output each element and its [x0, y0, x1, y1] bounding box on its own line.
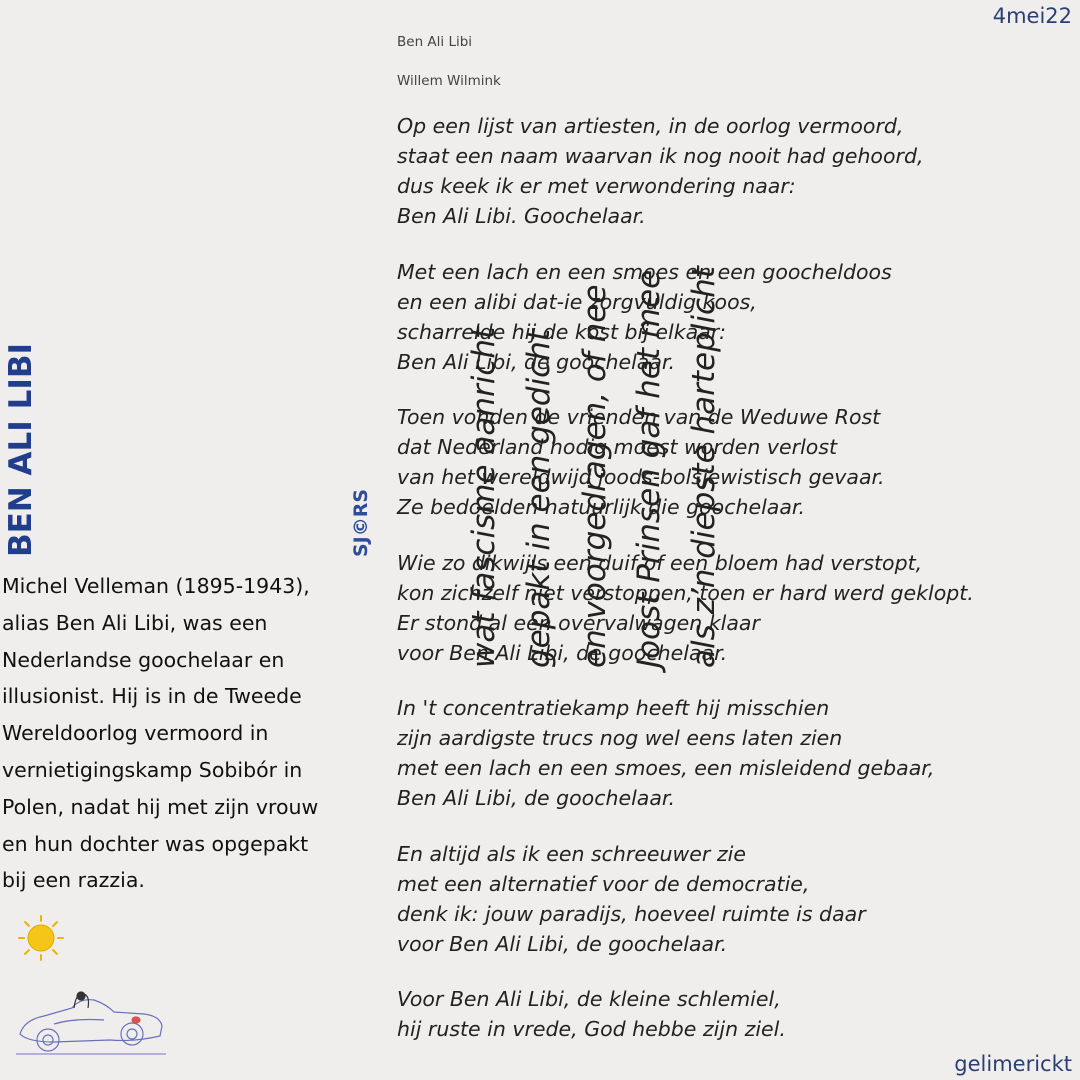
bio-line: bij een razzia. [2, 868, 145, 893]
vertical-author: SJ©RS [350, 488, 372, 557]
poem-body [397, 111, 1077, 1070]
stanza [397, 257, 1077, 377]
poem-line: met een lach en een smoes, een misleidend gebaar, [397, 756, 935, 780]
vertical-line-4: Joost Prinsen gaf het mee [631, 269, 667, 668]
vertical-line-5: als z’n diepste harteplicht [686, 266, 722, 668]
vertical-line-3: en voorgedragen, of nee [577, 284, 613, 668]
poem-line: In 't concentratiekamp heeft hij misschien [397, 696, 830, 720]
poem-line: van het wereldwijd joods-bolsjewistisch gevaar. [397, 465, 885, 489]
poem-line: Wie zo dikwijls een duif of een bloem had verstopt, [397, 550, 923, 575]
poem-line: dus keek ik er met verwondering naar: [397, 174, 796, 198]
poem-line: denk ik: jouw paradijs, hoeveel ruimte is daar [397, 901, 866, 926]
poem-line: voor Ben Ali Libi, de goochelaar. [397, 640, 728, 665]
poem-author: Willem Wilmink [397, 73, 501, 89]
poem-line: En altijd als ik een schreeuwer zie [397, 841, 746, 866]
vertical-line-2: gepakt in een gedicht [521, 328, 557, 668]
bio-line: Nederlandse goochelaar en [2, 647, 285, 672]
poem-line: kon zichzelf niet verstoppen, toen er hard werd geklopt. [397, 580, 974, 605]
poem-line: Op een lijst van artiesten, in de oorlog vermoord, [397, 114, 904, 138]
date-label: 4mei22 [992, 4, 1072, 28]
bio-line: Wereldoorlog vermoord in [2, 721, 269, 746]
poem-line: Toen vonden de vrienden van de Weduwe Rost [397, 405, 881, 429]
sun-icon [19, 916, 63, 960]
stanza [397, 548, 1077, 668]
poem-line: Met een lach en een smoes en een goocheldoos [397, 259, 892, 284]
stanza [397, 984, 1077, 1044]
poem-line: Ben Ali Libi, de goochelaar. [397, 786, 675, 810]
poem-line: staat een naam waarvan ik nog nooit had gehoord, [397, 144, 924, 168]
bio-line: vernietigingskamp Sobibór in [2, 757, 303, 782]
poem-line: Er stond al een overvalwagen klaar [397, 610, 760, 635]
poem-line: hij ruste in vrede, God hebbe zijn ziel. [397, 1017, 786, 1041]
car-icon [16, 992, 166, 1054]
bio-line: en hun dochter was opgepakt [2, 831, 309, 856]
poem-line: Voor Ben Ali Libi, de kleine schlemiel, [397, 987, 781, 1011]
stanza [397, 839, 1077, 959]
poem-line: en een alibi dat-ie zorgvuldig koos, [397, 289, 757, 314]
poem-line: zijn aardigste trucs nog wel eens laten zien [397, 726, 843, 750]
signature-label: gelimerickt [954, 1052, 1072, 1076]
bio-paragraph [2, 568, 357, 899]
stanza [397, 111, 1077, 231]
bio-line: alias Ben Ali Libi, was een [2, 610, 268, 635]
poem-line: voor Ben Ali Libi, de goochelaar. [397, 931, 728, 956]
poem-line: Ze bedoelden natuurlijk die goochelaar. [397, 495, 805, 519]
sun-car-sketch [14, 912, 170, 1064]
vertical-title: BEN ALI LIBI [3, 342, 39, 557]
bio-line: illusionist. Hij is in de Tweede [2, 684, 302, 709]
vertical-line-1: wat fascisme aanricht [466, 326, 502, 668]
poem-line: met een alternatief voor de democratie, [397, 871, 810, 896]
poem-title: Ben Ali Libi [397, 34, 473, 50]
bio-line: Polen, nadat hij met zijn vrouw [2, 794, 319, 819]
poem-line: Ben Ali Libi, de goochelaar. [397, 349, 675, 374]
stanza [397, 402, 1077, 522]
poem-line: scharrelde hij de kost bij elkaar: [397, 319, 727, 344]
poem-line: Ben Ali Libi. Goochelaar. [397, 204, 646, 228]
stanza [397, 693, 1077, 813]
bio-line: Michel Velleman (1895-1943), [2, 574, 310, 598]
poem-line: dat Nederland nodig moest worden verlost [397, 435, 838, 459]
